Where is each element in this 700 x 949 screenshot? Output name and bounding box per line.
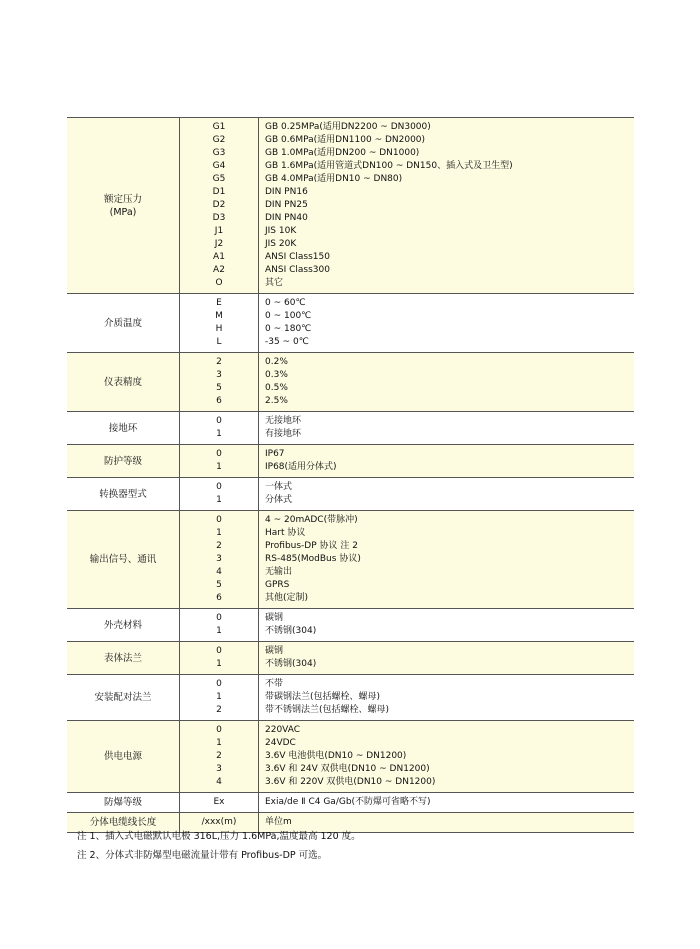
spec-desc: 3.6V 和 24V 双供电(DN10 ~ DN1200) [265, 764, 430, 774]
spec-code: 0 [216, 725, 222, 735]
spec-desc: IP67 [265, 449, 285, 459]
spec-row [67, 511, 634, 609]
spec-code: 3 [216, 764, 222, 774]
spec-code: G5 [212, 174, 226, 184]
spec-code: A2 [213, 265, 225, 275]
spec-desc: 4 ~ 20mADC(带脉冲) [265, 515, 358, 525]
spec-code: 1 [216, 659, 222, 669]
spec-code: 0 [216, 482, 222, 492]
spec-desc: GB 4.0MPa(适用DN10 ~ DN80) [265, 174, 403, 184]
spec-code-cell [180, 412, 259, 445]
spec-code-cell [180, 118, 259, 294]
spec-desc-cell [259, 721, 635, 793]
spec-code: 3 [216, 554, 222, 564]
spec-code: 2 [216, 541, 222, 551]
spec-name: 额定压力 [103, 193, 142, 205]
spec-desc: 分体式 [265, 495, 293, 505]
spec-code: O [215, 278, 223, 288]
spec-row [67, 118, 634, 294]
spec-name-cell [67, 353, 180, 412]
spec-code: 1 [216, 528, 222, 538]
spec-desc: 不锈钢(304) [265, 626, 317, 636]
spec-desc: 无接地环 [265, 416, 302, 426]
spec-desc: DIN PN25 [265, 200, 308, 210]
spec-desc: 不锈钢(304) [265, 659, 317, 669]
spec-row [67, 478, 634, 511]
spec-row [67, 793, 634, 813]
spec-row [67, 721, 634, 793]
spec-name-cell [67, 445, 180, 478]
spec-desc-cell [259, 294, 635, 353]
spec-desc: 24VDC [265, 738, 296, 748]
spec-name: 输出信号、通讯 [89, 554, 157, 565]
spec-code-cell [180, 642, 259, 675]
spec-code: 1 [216, 692, 222, 702]
spec-name-cell [67, 294, 180, 353]
spec-code: 2 [216, 705, 222, 715]
spec-code: 0 [216, 515, 222, 525]
spec-desc: ANSI Class300 [265, 265, 330, 275]
spec-code: 6 [216, 593, 222, 603]
spec-desc: 0 ~ 100℃ [265, 311, 312, 321]
spec-desc: 带碳钢法兰(包括螺栓、螺母) [265, 692, 381, 702]
spec-desc: 有接地环 [265, 429, 302, 439]
spec-code: 6 [216, 396, 222, 406]
spec-desc-cell [259, 675, 635, 721]
spec-desc: 220VAC [265, 725, 301, 735]
spec-code: D2 [212, 200, 226, 210]
spec-row [67, 412, 634, 445]
spec-code: 1 [216, 626, 222, 636]
spec-name-cell [67, 412, 180, 445]
spec-name: 仪表精度 [103, 376, 142, 388]
spec-desc-cell [259, 353, 635, 412]
spec-desc: 不带 [265, 679, 284, 689]
spec-code-cell [180, 353, 259, 412]
spec-name: 外壳材料 [103, 619, 142, 631]
spec-code: G3 [212, 148, 226, 158]
spec-desc-cell [259, 445, 635, 478]
spec-desc: Profibus-DP 协议 注 2 [265, 541, 358, 551]
spec-row [67, 675, 634, 721]
spec-code: J1 [214, 226, 224, 236]
spec-row [67, 609, 634, 642]
spec-desc: 3.6V 和 220V 双供电(DN10 ~ DN1200) [265, 777, 436, 787]
spec-name-cell [67, 721, 180, 793]
spec-desc: DIN PN40 [265, 213, 308, 223]
spec-desc: GB 0.6MPa(适用DN1100 ~ DN2000) [265, 135, 426, 145]
spec-name-cell [67, 793, 180, 813]
spec-desc: Hart 协议 [265, 528, 306, 538]
spec-desc-cell [259, 478, 635, 511]
spec-desc: 其它 [265, 278, 284, 288]
spec-code: L [216, 337, 222, 347]
spec-desc-cell [259, 642, 635, 675]
spec-desc: Exia/de Ⅱ C4 Ga/Gb(不防爆可省略不写) [265, 797, 431, 807]
spec-desc: 0.5% [265, 383, 288, 393]
spec-desc: 带不锈钢法兰(包括螺栓、螺母) [265, 705, 390, 715]
spec-desc: 一体式 [265, 482, 293, 492]
spec-desc: 碳钢 [265, 613, 284, 623]
spec-desc: 单位m [265, 817, 292, 827]
spec-code: 0 [216, 416, 222, 426]
spec-code-cell [180, 445, 259, 478]
spec-code: D1 [212, 187, 226, 197]
spec-code: 5 [216, 580, 222, 590]
spec-desc: DIN PN16 [265, 187, 308, 197]
spec-code: G1 [212, 122, 226, 132]
spec-code: J2 [214, 239, 224, 249]
spec-desc: 碳钢 [265, 646, 284, 656]
spec-code: 4 [216, 567, 222, 577]
spec-name-cell [67, 478, 180, 511]
spec-code: E [216, 298, 222, 308]
spec-code: 2 [216, 751, 222, 761]
spec-code: M [215, 311, 223, 321]
spec-name: 转换器型式 [99, 488, 147, 500]
spec-row [67, 353, 634, 412]
spec-desc: 0 ~ 180℃ [265, 324, 312, 334]
spec-desc: JIS 10K [265, 226, 297, 236]
spec-code: /xxx(m) [201, 817, 237, 827]
spec-code-cell [180, 793, 259, 813]
spec-code: 0 [216, 646, 222, 656]
spec-code: 4 [216, 777, 222, 787]
spec-code: 1 [216, 495, 222, 505]
spec-code-cell [180, 478, 259, 511]
spec-code: Ex [213, 797, 225, 807]
spec-desc-cell [259, 412, 635, 445]
spec-name-cell [67, 609, 180, 642]
spec-table [67, 117, 634, 833]
spec-name: 防护等级 [103, 455, 142, 467]
spec-code: 0 [216, 679, 222, 689]
spec-code: G2 [212, 135, 226, 145]
spec-desc: 3.6V 电池供电(DN10 ~ DN1200) [265, 751, 407, 761]
spec-code-cell [180, 721, 259, 793]
spec-desc: GB 1.0MPa(适用DN200 ~ DN1000) [265, 148, 420, 158]
spec-name: 安装配对法兰 [94, 692, 152, 703]
spec-desc-cell [259, 118, 635, 294]
footnotes [77, 827, 361, 865]
footnote-2: 注 2、分体式非防爆型电磁流量计带有 Profibus-DP 可选。 [77, 850, 328, 861]
spec-code: H [215, 324, 223, 334]
spec-name-cell [67, 675, 180, 721]
spec-code: 0 [216, 613, 222, 623]
spec-desc: -35 ~ 0℃ [265, 337, 309, 347]
spec-row [67, 445, 634, 478]
spec-desc: JIS 20K [265, 239, 297, 249]
spec-desc: 0.3% [265, 370, 288, 380]
spec-desc: IP68(适用分体式) [265, 462, 337, 472]
spec-code: A1 [213, 252, 225, 262]
spec-code-cell [180, 294, 259, 353]
spec-name-cell [67, 642, 180, 675]
spec-code: 1 [216, 429, 222, 439]
spec-code-cell [180, 511, 259, 609]
spec-code-cell [180, 609, 259, 642]
spec-desc: GPRS [265, 580, 290, 590]
spec-name: 接地环 [108, 422, 138, 434]
spec-code: 1 [216, 462, 222, 472]
spec-name-unit: (MPa) [109, 206, 137, 218]
spec-desc: 2.5% [265, 396, 288, 406]
spec-name: 供电电源 [103, 751, 142, 762]
spec-desc-cell [259, 511, 635, 609]
spec-code-cell [180, 675, 259, 721]
spec-name: 表体法兰 [103, 652, 142, 664]
spec-desc: RS-485(ModBus 协议) [265, 554, 361, 564]
footnote-1: 注 1、插入式电磁默认电极 316L,压力 1.6MPa,温度最高 120 度。 [77, 831, 361, 842]
spec-table-body [67, 118, 634, 833]
spec-row [67, 642, 634, 675]
spec-row [67, 294, 634, 353]
spec-desc: ANSI Class150 [265, 252, 330, 262]
spec-desc: 其他(定制) [265, 593, 309, 603]
spec-desc: 0 ~ 60℃ [265, 298, 306, 308]
spec-code: G4 [212, 161, 226, 171]
spec-desc-cell [259, 793, 635, 813]
spec-name-cell [67, 118, 180, 294]
spec-code: 2 [216, 357, 222, 367]
spec-desc: GB 1.6MPa(适用管道式DN100 ~ DN150、插入式及卫生型) [265, 161, 513, 171]
spec-name: 介质温度 [103, 317, 142, 329]
spec-name: 分体电缆线长度 [89, 817, 157, 828]
spec-desc-cell [259, 609, 635, 642]
spec-desc: 0.2% [265, 357, 288, 367]
spec-desc: 无输出 [265, 567, 293, 577]
spec-name-cell [67, 511, 180, 609]
spec-code: 3 [216, 370, 222, 380]
spec-code: 5 [216, 383, 222, 393]
spec-code: 1 [216, 738, 222, 748]
spec-code: 0 [216, 449, 222, 459]
spec-desc: GB 0.25MPa(适用DN2200 ~ DN3000) [265, 122, 431, 132]
spec-name: 防爆等级 [103, 797, 142, 808]
spec-code: D3 [212, 213, 226, 223]
